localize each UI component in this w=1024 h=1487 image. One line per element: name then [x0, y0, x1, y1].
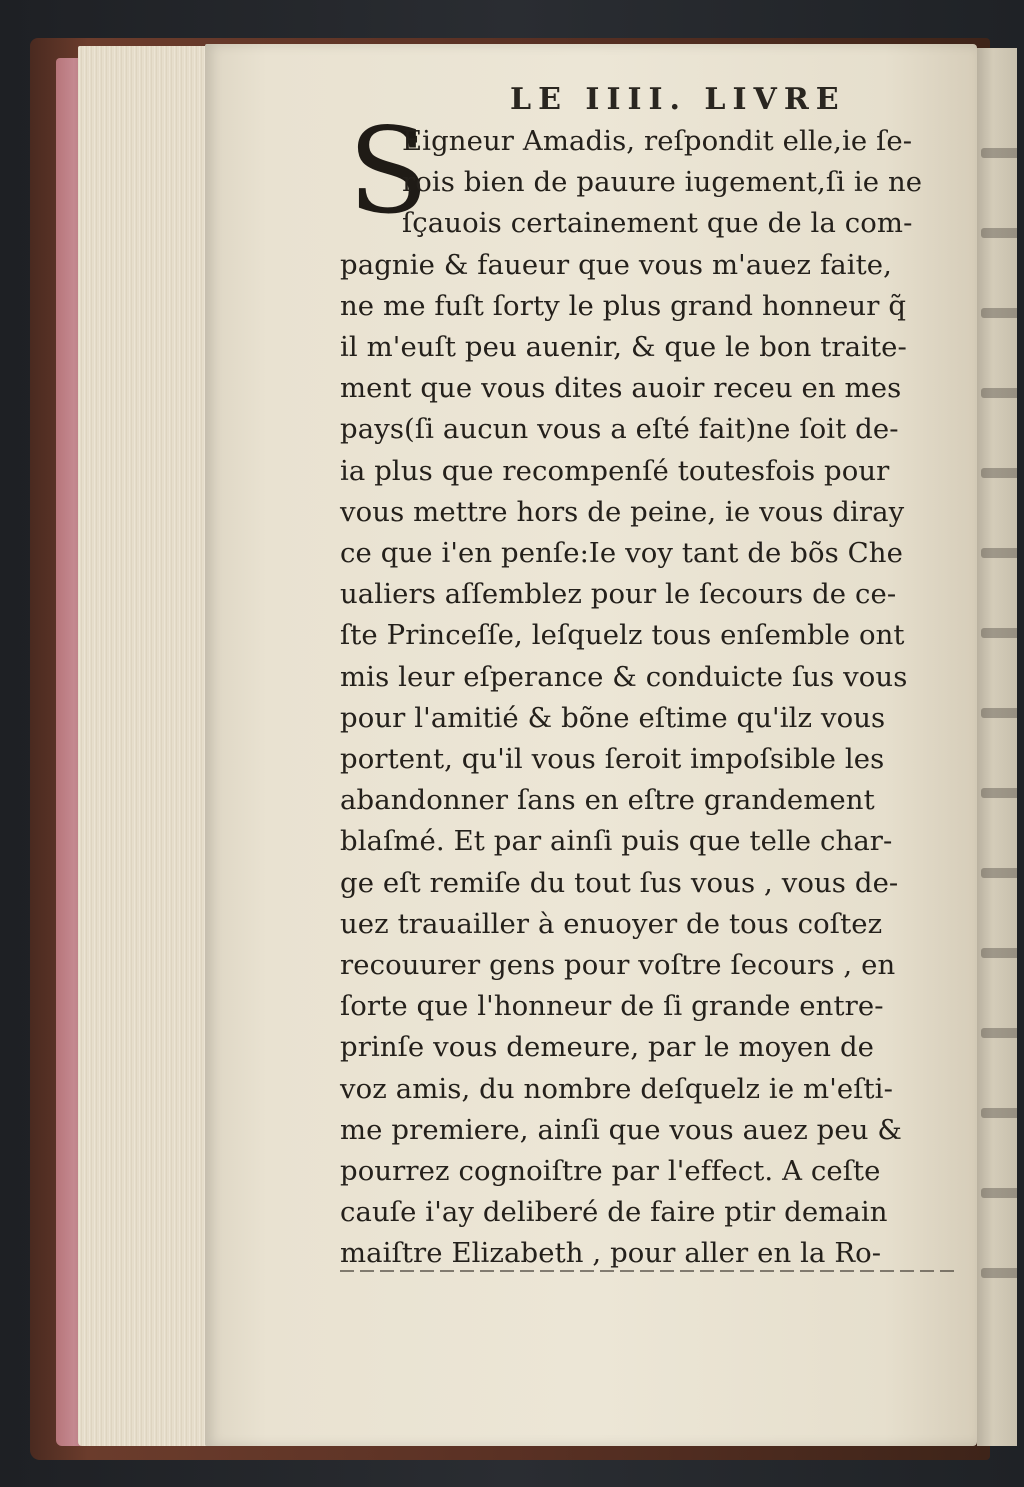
text-line: maiſtre Elizabeth , pour aller en la Ro- — [340, 1237, 882, 1270]
text-line: ce que i'en penſe:Ie voy tant de bõs Che — [340, 537, 903, 569]
text-line: ge eſt remiſe du tout ſus vous , vous de- — [340, 866, 899, 899]
ghost-text-mark — [981, 148, 1017, 158]
text-line: blaſmé. Et par ainſi puis que telle char- — [340, 825, 893, 858]
text-line: ualiers aſſemblez pour le ſecours de ce- — [340, 578, 897, 611]
ghost-text-mark — [981, 1108, 1017, 1118]
ghost-text-mark — [981, 1188, 1017, 1198]
text-line: cauſe i'ay deliberé de faire ptir demain — [340, 1196, 888, 1229]
ghost-text-mark — [981, 548, 1017, 558]
page-edges — [78, 46, 208, 1446]
text-line: pourrez cognoiſtre par l'effect. A ceſte — [340, 1155, 881, 1187]
text-line: pagnie & faueur que vous m'auez faite, — [340, 248, 892, 281]
ghost-text-mark — [981, 948, 1017, 958]
text-line: ſorte que l'honneur de ſi grande entre- — [340, 990, 884, 1023]
text-line: pays(ſi aucun vous a eſté fait)ne ſoit de- — [340, 413, 899, 446]
text-line: portent, qu'il vous ſeroit impoſsible les — [340, 743, 885, 775]
ghost-text-mark — [981, 468, 1017, 478]
text-line: recouurer gens pour voſtre ſecours , en — [340, 949, 896, 981]
text-line: ſte Princeſſe, leſquelz tous enſemble ont — [340, 619, 905, 652]
text-line: ment que vous dites auoir receu en mes — [340, 372, 902, 405]
text-line: ſçauois certainement que de la com- — [402, 207, 913, 240]
ghost-text-mark — [981, 308, 1017, 318]
text-line: voz amis, du nombre deſquelz ie m'eſti- — [340, 1072, 893, 1105]
text-line: me premiere, ainſi que vous auez peu & — [340, 1113, 902, 1146]
text-line: ia plus que recompenſé toutesfois pour — [340, 454, 890, 487]
running-head: LE IIII. LIVRE — [510, 82, 846, 117]
text-line: mis leur eſperance & conduicte ſus vous — [340, 660, 908, 693]
text-line: vous mettre hors de peine, ie vous diray — [340, 495, 905, 528]
text-line: rois bien de pauure iugement,ſi ie ne — [402, 166, 923, 199]
ghost-text-mark — [981, 788, 1017, 798]
ghost-text-mark — [981, 868, 1017, 878]
text-line: ne me fuſt ſorty le plus grand honneur q̃ — [340, 289, 907, 322]
text-line: uez trauailler à enuoyer de tous coſtez — [340, 907, 883, 940]
drop-cap: S — [348, 102, 429, 240]
text-line: il m'euſt peu auenir, & que le bon traite- — [340, 331, 907, 363]
text-line: abandonner ſans en eſtre grandement — [340, 784, 875, 817]
last-line-underline — [340, 1270, 960, 1272]
facing-page-edge — [977, 48, 1017, 1446]
ghost-text-mark — [981, 708, 1017, 718]
ghost-text-mark — [981, 228, 1017, 238]
ghost-text-mark — [981, 388, 1017, 398]
ghost-text-mark — [981, 1268, 1017, 1278]
text-line: pour l'amitié & bõne eſtime qu'ilz vous — [340, 701, 886, 734]
text-line: prinſe vous demeure, par le moyen de — [340, 1031, 875, 1064]
ghost-text-mark — [981, 1028, 1017, 1038]
text-line: Eigneur Amadis, reſpondit elle,ie ſe- — [402, 125, 913, 157]
ghost-text-mark — [981, 628, 1017, 638]
